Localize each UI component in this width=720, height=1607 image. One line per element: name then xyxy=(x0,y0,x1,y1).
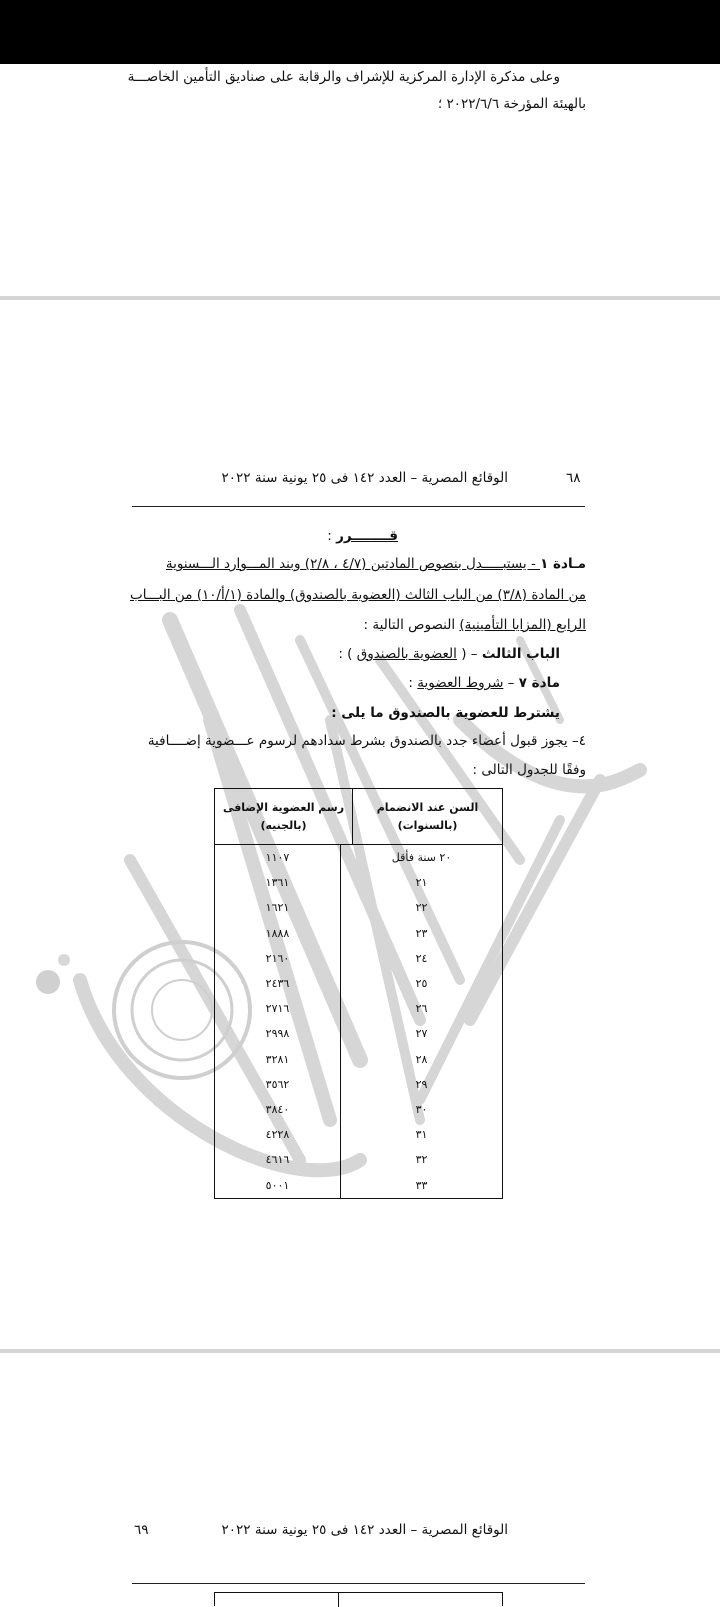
age-cell: ٢١ xyxy=(415,876,428,890)
header-fee xyxy=(215,789,353,844)
chapter-3-dash: – ( xyxy=(456,646,482,662)
decision-colon: : xyxy=(327,528,332,544)
prev-page-line-2: بالهيئة المؤرخة ٢٠٢٢/٦/٦ ؛ xyxy=(437,96,586,112)
article-1-line-3 xyxy=(364,615,586,635)
fee-cell: ٢٤٣٦ xyxy=(215,971,341,996)
fee-cell: ٢١٦٠ xyxy=(215,946,341,971)
decision-word: قــــــــرر xyxy=(336,528,398,544)
viewer-top-bar xyxy=(0,0,720,64)
table-row xyxy=(215,1097,502,1122)
article-1-line-2: من المادة (٣/٨) من الباب الثالث (العضوية بالصندوق) والمادة (١/أ/١٠) من البـــاب xyxy=(130,587,586,603)
article-1-label: مـادة ١ xyxy=(540,556,586,572)
article-7-title: شروط العضوية xyxy=(417,675,504,691)
header-fee-line-2: (بالجنيه) xyxy=(260,818,307,832)
article-7-dash: – xyxy=(503,675,519,691)
table-row xyxy=(215,1021,502,1046)
chapter-3-close: ) : xyxy=(338,646,357,662)
fee-cell: ٣٢٨١ xyxy=(215,1047,341,1072)
age-cell: ٢٨ xyxy=(415,1052,428,1066)
age-cell: ٢٤ xyxy=(415,951,428,965)
age-cell: ٢٠ سنة فأقل xyxy=(391,851,452,865)
chapter-3-label: الباب الثالث xyxy=(481,646,560,662)
page-separator xyxy=(0,296,720,300)
table-row xyxy=(215,895,502,920)
table-row xyxy=(215,1122,502,1147)
conditions-heading: يشترط للعضوية بالصندوق ما يلى : xyxy=(331,705,560,721)
page-number: ٦٨ xyxy=(566,470,581,486)
next-table-top xyxy=(214,1592,503,1606)
age-cell: ٢٦ xyxy=(415,1002,428,1016)
membership-fee-table xyxy=(214,788,503,1199)
table-row xyxy=(215,1147,502,1172)
chapter-3-line xyxy=(338,644,560,664)
table-row xyxy=(215,921,502,946)
header-rule xyxy=(132,506,585,507)
chapter-3-title: العضوية بالصندوق xyxy=(356,646,457,662)
age-cell: ٢٧ xyxy=(415,1027,428,1041)
age-cell: ٢٣ xyxy=(415,926,428,940)
decision-heading xyxy=(327,526,398,546)
table-row xyxy=(215,996,502,1021)
fee-cell: ٤٢٢٨ xyxy=(215,1122,341,1147)
article-1-text-3b: النصوص التالية : xyxy=(363,617,460,633)
fee-cell: ٢٧١٦ xyxy=(215,996,341,1021)
table-row xyxy=(215,845,502,870)
header-fee-line-1: رسم العضوية الإضافى xyxy=(222,800,345,814)
page-header-title-next: الوقائع المصرية – العدد ١٤٢ فى ٢٥ يونية سنة ٢٠٢٢ xyxy=(221,1522,508,1538)
fee-cell: ١٦٢١ xyxy=(215,895,341,920)
fee-cell: ٣٥٦٢ xyxy=(215,1072,341,1097)
age-cell: ٣٢ xyxy=(415,1153,428,1167)
table-row xyxy=(215,971,502,996)
fee-cell: ١١٠٧ xyxy=(215,845,341,870)
article-1-text-1: - يستبـــــدل بنصوص المادتين (٤/٧ ، ٢/٨) وبند المـــوارد الـــسنوية xyxy=(165,556,541,572)
table-row xyxy=(215,946,502,971)
fee-cell: ٤٦١٦ xyxy=(215,1147,341,1172)
header-rule-next xyxy=(132,1583,585,1584)
table-row xyxy=(215,870,502,895)
clause-4-line-2: وفقًا للجدول التالى : xyxy=(472,762,586,778)
age-cell: ٢٢ xyxy=(415,901,428,915)
clause-4-line-1: ٤– يجوز قبول أعضاء جدد بالصندوق بشرط سدادهم لرسوم عـــضوية إضــــافية xyxy=(147,733,586,749)
fee-cell: ٥٠٠١ xyxy=(215,1172,341,1197)
header-age: السن عند الانضمام (بالسنوات) xyxy=(376,800,479,832)
fee-cell: ١٨٨٨ xyxy=(215,921,341,946)
table-header-row xyxy=(215,789,502,845)
page-header-title: الوقائع المصرية – العدد ١٤٢ فى ٢٥ يونية سنة ٢٠٢٢ xyxy=(221,470,508,486)
age-cell: ٣٠ xyxy=(415,1102,428,1116)
fee-cell: ١٣٦١ xyxy=(215,870,341,895)
age-cell: ٢٩ xyxy=(415,1077,428,1091)
age-cell: ٣٣ xyxy=(415,1178,428,1192)
table-row xyxy=(215,1047,502,1072)
article-7-label: مادة ٧ xyxy=(518,675,560,691)
page-separator xyxy=(0,1349,720,1353)
fee-cell: ٣٨٤٠ xyxy=(215,1097,341,1122)
fee-cell: ٢٩٩٨ xyxy=(215,1021,341,1046)
table-body xyxy=(215,845,502,1198)
article-7-colon: : xyxy=(408,675,418,691)
article-1-line-1 xyxy=(166,554,586,574)
page-number-next: ٦٩ xyxy=(134,1522,149,1538)
article-1-text-3a: الرابع (المزايا التأمينية) xyxy=(459,617,586,633)
age-cell: ٢٥ xyxy=(415,977,428,991)
age-cell: ٣١ xyxy=(415,1128,428,1142)
table-row xyxy=(215,1072,502,1097)
prev-page-line-1: وعلى مذكرة الإدارة المركزية للإشراف والرقابة على صناديق التأمين الخاصـــة xyxy=(127,69,560,85)
article-7-line xyxy=(408,673,560,693)
table-row xyxy=(215,1172,502,1197)
